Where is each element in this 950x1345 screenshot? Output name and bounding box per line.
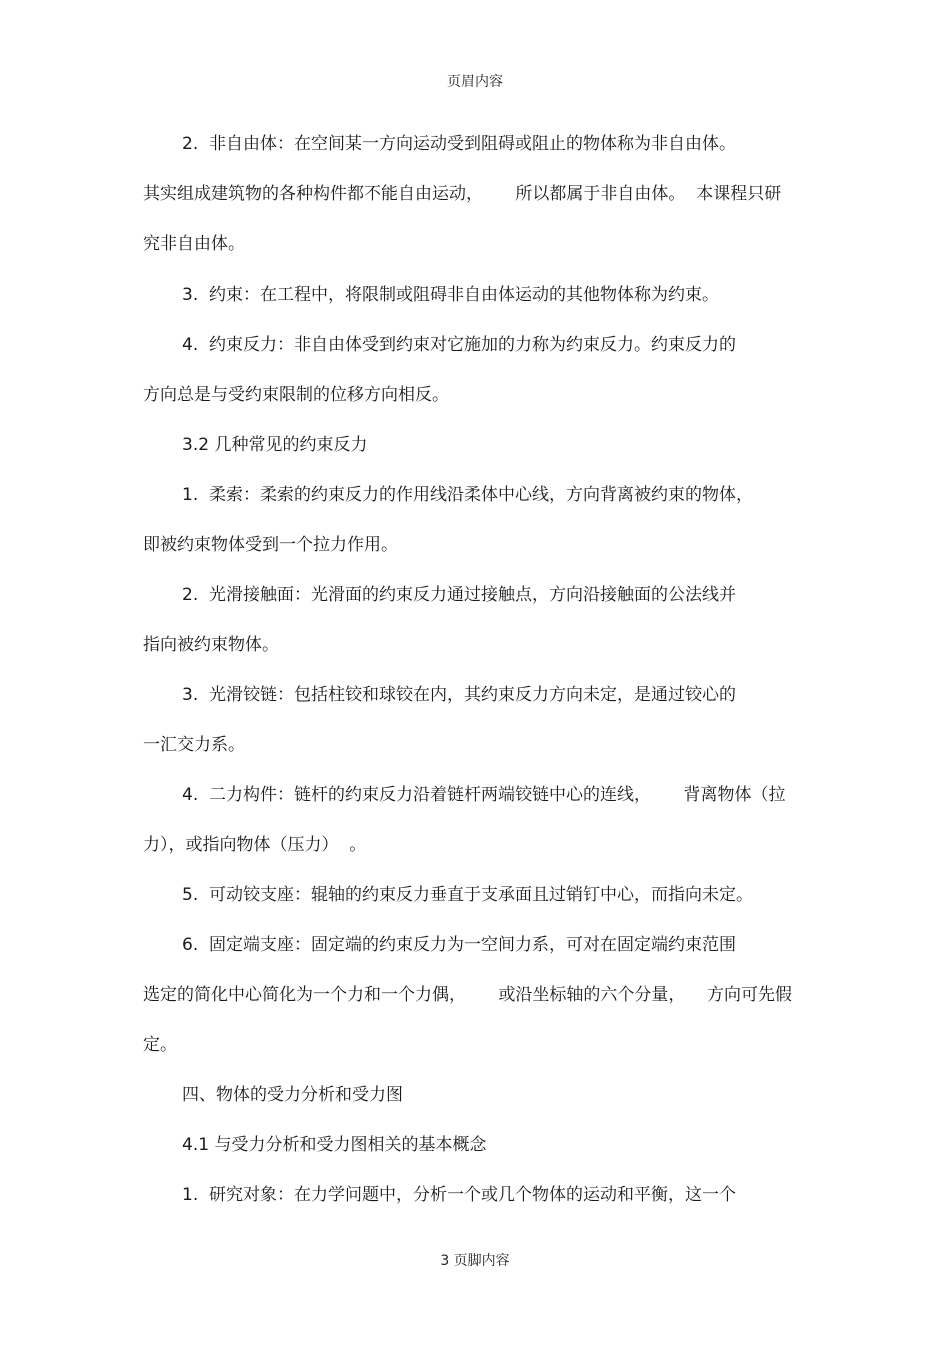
paragraph-line: 4. 二力构件：链杆的约束反力沿着链杆两端铰链中心的连线， 背离物体（拉 xyxy=(182,785,786,805)
paragraph-line: 即被约束物体受到一个拉力作用。 xyxy=(143,535,398,555)
page-footer: 3 页脚内容 xyxy=(440,1253,510,1269)
paragraph-line: 2. 光滑接触面：光滑面的约束反力通过接触点，方向沿接触面的公法线并 xyxy=(182,585,737,605)
chapter-heading: 四、物体的受力分析和受力图 xyxy=(182,1085,403,1105)
paragraph-line: 指向被约束物体。 xyxy=(143,635,279,655)
paragraph-line: 2. 非自由体：在空间某一方向运动受到阻碍或阻止的物体称为非自由体。 xyxy=(182,134,737,154)
section-heading: 4.1 与受力分析和受力图相关的基本概念 xyxy=(182,1135,487,1155)
paragraph-line: 3. 约束：在工程中，将限制或阻碍非自由体运动的其他物体称为约束。 xyxy=(182,285,720,305)
page-header: 页眉内容 xyxy=(447,74,503,90)
paragraph-line: 4. 约束反力：非自由体受到约束对它施加的力称为约束反力。约束反力的 xyxy=(182,335,737,355)
paragraph-line: 选定的简化中心简化为一个力和一个力偶， 或沿坐标轴的六个分量， 方向可先假 xyxy=(143,985,793,1005)
paragraph-line: 其实组成建筑物的各种构件都不能自由运动， 所以都属于非自由体。 本课程只研 xyxy=(143,184,782,204)
paragraph-line: 一汇交力系。 xyxy=(143,735,245,755)
paragraph-line: 3. 光滑铰链：包括柱铰和球铰在内，其约束反力方向未定，是通过铰心的 xyxy=(182,685,737,705)
paragraph-line: 力），或指向物体（压力） 。 xyxy=(143,835,367,855)
paragraph-line: 方向总是与受约束限制的位移方向相反。 xyxy=(143,385,449,405)
paragraph-line: 1. 柔索：柔索的约束反力的作用线沿柔体中心线，方向背离被约束的物体， xyxy=(182,485,754,505)
paragraph-line: 究非自由体。 xyxy=(143,234,245,254)
paragraph-line: 定。 xyxy=(143,1035,177,1055)
paragraph-line: 5. 可动铰支座：辊轴的约束反力垂直于支承面且过销钉中心，而指向未定。 xyxy=(182,885,754,905)
section-heading: 3.2 几种常见的约束反力 xyxy=(182,435,368,455)
paragraph-line: 6. 固定端支座：固定端的约束反力为一空间力系，可对在固定端约束范围 xyxy=(182,935,737,955)
paragraph-line: 1. 研究对象：在力学问题中，分析一个或几个物体的运动和平衡，这一个 xyxy=(182,1185,737,1205)
